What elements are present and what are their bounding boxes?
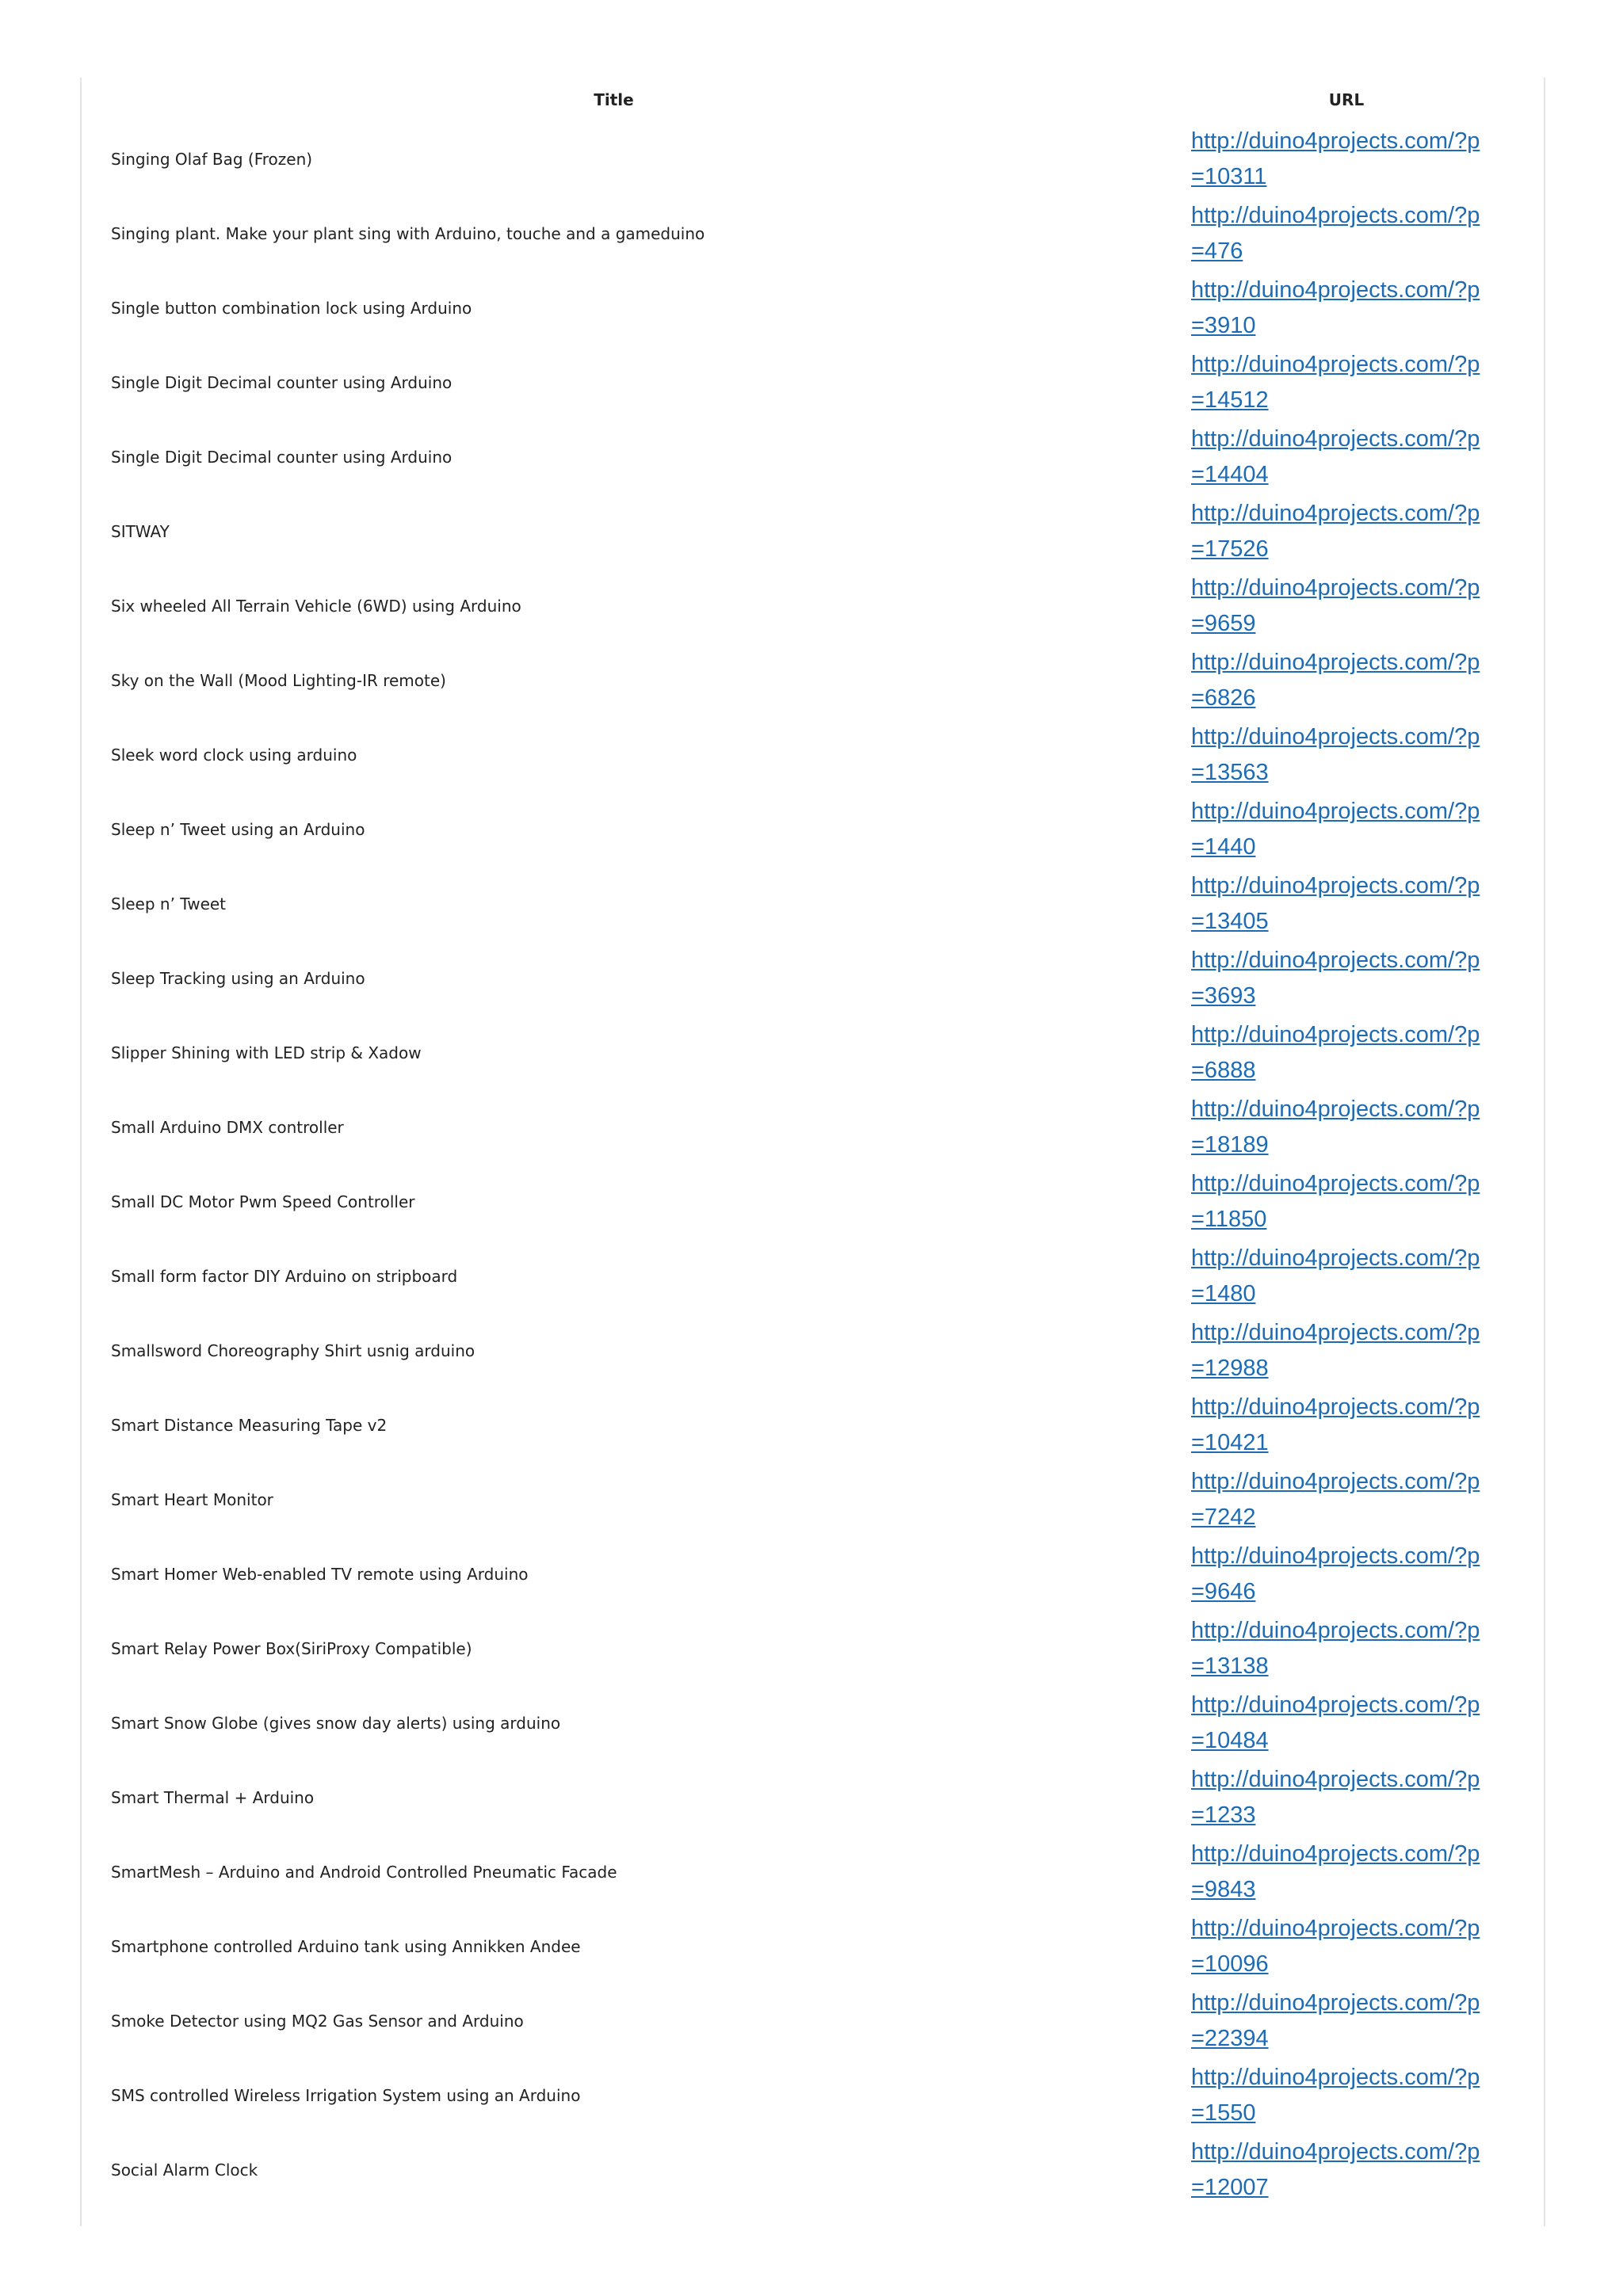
project-url-link[interactable]: http://duino4projects.com/?p=14404 bbox=[1191, 426, 1480, 487]
project-url-cell bbox=[1148, 1611, 1545, 1686]
table-row bbox=[80, 1686, 1545, 1760]
project-url-link[interactable]: http://duino4projects.com/?p=10096 bbox=[1191, 1916, 1480, 1977]
project-title: Single Digit Decimal counter using Arduino bbox=[111, 373, 453, 392]
table-row bbox=[80, 718, 1545, 792]
project-url-link[interactable]: http://duino4projects.com/?p=13563 bbox=[1191, 724, 1480, 785]
project-title: Smart Snow Globe (gives snow day alerts) using arduino bbox=[111, 1714, 561, 1733]
project-url-link[interactable]: http://duino4projects.com/?p=22394 bbox=[1191, 1990, 1480, 2051]
project-url-cell bbox=[1148, 2058, 1545, 2133]
table-row bbox=[80, 196, 1545, 271]
table-row bbox=[80, 2133, 1545, 2207]
project-url-link[interactable]: http://duino4projects.com/?p=18189 bbox=[1191, 1097, 1480, 1158]
table-row bbox=[80, 1984, 1545, 2058]
project-url-cell bbox=[1148, 1760, 1545, 1835]
project-url-cell bbox=[1148, 1984, 1545, 2058]
table-row bbox=[80, 1090, 1545, 1165]
project-url-cell bbox=[1148, 643, 1545, 718]
project-url-link[interactable]: http://duino4projects.com/?p=1440 bbox=[1191, 799, 1480, 860]
project-url-link[interactable]: http://duino4projects.com/?p=9646 bbox=[1191, 1543, 1480, 1604]
project-url-link[interactable]: http://duino4projects.com/?p=1550 bbox=[1191, 2065, 1480, 2126]
project-url-link[interactable]: http://duino4projects.com/?p=6826 bbox=[1191, 650, 1480, 711]
table-row bbox=[80, 1835, 1545, 1909]
table-row bbox=[80, 420, 1545, 494]
project-url-cell bbox=[1148, 1463, 1545, 1537]
project-url-cell bbox=[1148, 420, 1545, 494]
table-header-row bbox=[80, 78, 1545, 122]
table-row bbox=[80, 941, 1545, 1016]
projects-table bbox=[80, 78, 1545, 2207]
table-body bbox=[80, 122, 1545, 2207]
project-url-link[interactable]: http://duino4projects.com/?p=1233 bbox=[1191, 1767, 1480, 1828]
project-title: Six wheeled All Terrain Vehicle (6WD) using Arduino bbox=[111, 597, 521, 616]
project-url-link[interactable]: http://duino4projects.com/?p=476 bbox=[1191, 203, 1480, 264]
project-url-cell bbox=[1148, 1239, 1545, 1314]
table-row bbox=[80, 122, 1545, 196]
project-url-link[interactable]: http://duino4projects.com/?p=10484 bbox=[1191, 1692, 1480, 1753]
project-url-cell bbox=[1148, 1686, 1545, 1760]
project-url-link[interactable]: http://duino4projects.com/?p=3693 bbox=[1191, 948, 1480, 1009]
project-url-cell bbox=[1148, 494, 1545, 569]
project-url-cell bbox=[1148, 1835, 1545, 1909]
project-url-link[interactable]: http://duino4projects.com/?p=12007 bbox=[1191, 2139, 1480, 2200]
table-row bbox=[80, 494, 1545, 569]
project-url-link[interactable]: http://duino4projects.com/?p=9659 bbox=[1191, 575, 1480, 636]
table-row bbox=[80, 345, 1545, 420]
project-url-cell bbox=[1148, 1314, 1545, 1388]
project-url-cell bbox=[1148, 122, 1545, 196]
project-title: Smart Distance Measuring Tape v2 bbox=[111, 1416, 388, 1435]
project-url-cell bbox=[1148, 1388, 1545, 1463]
title-column-header: Title bbox=[594, 90, 634, 109]
project-url-link[interactable]: http://duino4projects.com/?p=6888 bbox=[1191, 1022, 1480, 1083]
table-row bbox=[80, 1314, 1545, 1388]
table-row bbox=[80, 271, 1545, 345]
project-url-cell bbox=[1148, 569, 1545, 643]
table-row bbox=[80, 569, 1545, 643]
project-title: Sleep Tracking using an Arduino bbox=[111, 969, 365, 988]
project-title: Singing Olaf Bag (Frozen) bbox=[111, 150, 313, 169]
project-url-link[interactable]: http://duino4projects.com/?p=10311 bbox=[1191, 128, 1480, 189]
project-title: Smartphone controlled Arduino tank using Annikken Andee bbox=[111, 1937, 581, 1956]
table-row bbox=[80, 1611, 1545, 1686]
project-url-cell bbox=[1148, 1537, 1545, 1611]
table-row bbox=[80, 643, 1545, 718]
project-url-link[interactable]: http://duino4projects.com/?p=17526 bbox=[1191, 501, 1480, 562]
project-title: Sleep n’ Tweet bbox=[111, 894, 227, 913]
project-url-cell bbox=[1148, 792, 1545, 867]
project-url-link[interactable]: http://duino4projects.com/?p=13405 bbox=[1191, 873, 1480, 934]
project-url-link[interactable]: http://duino4projects.com/?p=3910 bbox=[1191, 277, 1480, 338]
project-url-link[interactable]: http://duino4projects.com/?p=1480 bbox=[1191, 1245, 1480, 1306]
project-url-cell bbox=[1148, 196, 1545, 271]
project-title: SmartMesh – Arduino and Android Controlled Pneumatic Facade bbox=[111, 1863, 617, 1882]
project-url-cell bbox=[1148, 2133, 1545, 2207]
table-row bbox=[80, 867, 1545, 941]
project-title: SMS controlled Wireless Irrigation System using an Arduino bbox=[111, 2086, 581, 2105]
table-row bbox=[80, 1016, 1545, 1090]
project-url-cell bbox=[1148, 345, 1545, 420]
project-title: Sleek word clock using arduino bbox=[111, 746, 357, 765]
table-row bbox=[80, 2058, 1545, 2133]
project-title: Slipper Shining with LED strip & Xadow bbox=[111, 1043, 422, 1062]
project-title: Social Alarm Clock bbox=[111, 2161, 258, 2180]
table-row bbox=[80, 1388, 1545, 1463]
project-url-cell bbox=[1148, 1016, 1545, 1090]
project-url-cell bbox=[1148, 867, 1545, 941]
project-title: SITWAY bbox=[111, 522, 170, 541]
url-column-header: URL bbox=[1328, 90, 1365, 109]
project-title: Smart Homer Web-enabled TV remote using Arduino bbox=[111, 1565, 529, 1584]
project-title: Small Arduino DMX controller bbox=[111, 1118, 344, 1137]
project-url-cell bbox=[1148, 941, 1545, 1016]
project-title: Smart Heart Monitor bbox=[111, 1490, 273, 1509]
project-title: Sleep n’ Tweet using an Arduino bbox=[111, 820, 365, 839]
project-title: Smart Relay Power Box(SiriProxy Compatible) bbox=[111, 1639, 472, 1658]
project-url-cell bbox=[1148, 718, 1545, 792]
project-url-cell bbox=[1148, 1090, 1545, 1165]
project-title: Single button combination lock using Arduino bbox=[111, 299, 472, 318]
project-title: Sky on the Wall (Mood Lighting-IR remote) bbox=[111, 671, 446, 690]
table-row bbox=[80, 1463, 1545, 1537]
table-row bbox=[80, 1239, 1545, 1314]
table-row bbox=[80, 1165, 1545, 1239]
project-url-cell bbox=[1148, 1909, 1545, 1984]
project-title: Singing plant. Make your plant sing with Arduino, touche and a gameduino bbox=[111, 224, 705, 243]
project-url-link[interactable]: http://duino4projects.com/?p=9843 bbox=[1191, 1841, 1480, 1902]
table-row bbox=[80, 1760, 1545, 1835]
project-url-link[interactable]: http://duino4projects.com/?p=11850 bbox=[1191, 1171, 1480, 1232]
project-title: Small DC Motor Pwm Speed Controller bbox=[111, 1192, 415, 1211]
project-url-cell bbox=[1148, 1165, 1545, 1239]
project-title: Small form factor DIY Arduino on stripboard bbox=[111, 1267, 458, 1286]
table-row bbox=[80, 1909, 1545, 1984]
project-title: Smoke Detector using MQ2 Gas Sensor and Arduino bbox=[111, 2012, 524, 2031]
project-url-cell bbox=[1148, 271, 1545, 345]
project-url-link[interactable]: http://duino4projects.com/?p=7242 bbox=[1191, 1469, 1480, 1530]
project-url-link[interactable]: http://duino4projects.com/?p=12988 bbox=[1191, 1320, 1480, 1381]
project-title: Smallsword Choreography Shirt usnig arduino bbox=[111, 1341, 475, 1360]
project-title: Single Digit Decimal counter using Arduino bbox=[111, 448, 453, 467]
project-url-link[interactable]: http://duino4projects.com/?p=10421 bbox=[1191, 1394, 1480, 1455]
project-url-link[interactable]: http://duino4projects.com/?p=13138 bbox=[1191, 1618, 1480, 1679]
table-row bbox=[80, 792, 1545, 867]
table-row bbox=[80, 1537, 1545, 1611]
project-title: Smart Thermal + Arduino bbox=[111, 1788, 315, 1807]
project-url-link[interactable]: http://duino4projects.com/?p=14512 bbox=[1191, 352, 1480, 413]
